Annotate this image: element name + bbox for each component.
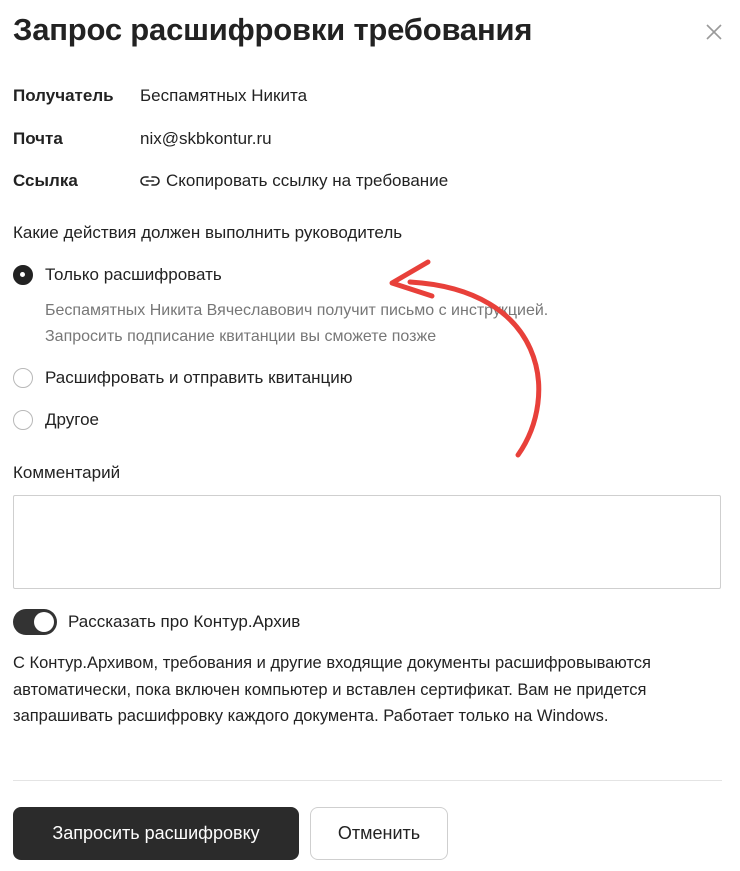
recipient-label: Получатель	[13, 86, 114, 105]
cancel-button[interactable]: Отменить	[310, 807, 448, 860]
archive-toggle-row	[13, 609, 300, 635]
archive-toggle[interactable]	[13, 609, 57, 635]
archive-description: С Контур.Архивом, требования и другие входящие документы расшифровываются автоматически, пока включен компьютер и вставлен сертификат. Вам не придется запрашивать расшифровку каждого документа. Работает только на Windows.	[13, 654, 651, 725]
recipient-value: Беспамятных Никита	[140, 86, 308, 105]
comment-textarea[interactable]	[13, 495, 721, 589]
copy-link-button[interactable]	[140, 171, 448, 191]
radio-option-label: Только расшифровать	[45, 265, 222, 284]
radio-button[interactable]	[13, 410, 33, 430]
footer-divider	[13, 780, 722, 781]
close-icon[interactable]	[700, 18, 728, 46]
link-label: Ссылка	[13, 171, 78, 190]
request-decryption-button[interactable]: Запросить расшифровку	[13, 807, 299, 860]
hint-line-1: Беспамятных Никита Вячеславович получит письмо с инструкцией.	[45, 302, 549, 319]
email-label: Почта	[13, 129, 63, 148]
radio-option-other[interactable]	[13, 410, 99, 430]
archive-toggle-label: Рассказать про Контур.Архив	[68, 612, 301, 631]
option-hint	[45, 298, 548, 350]
email-value: nix@skbkontur.ru	[140, 129, 272, 148]
comment-label: Комментарий	[13, 463, 121, 482]
radio-option-label: Расшифровать и отправить квитанцию	[45, 368, 353, 387]
actions-label: Какие действия должен выполнить руководитель	[13, 223, 403, 242]
radio-button[interactable]	[13, 368, 33, 388]
page-title: Запрос расшифровки требования	[13, 12, 533, 47]
link-icon	[140, 174, 160, 188]
radio-option-label: Другое	[45, 410, 100, 429]
copy-link-text: Скопировать ссылку на требование	[166, 171, 449, 190]
radio-button-checked[interactable]	[13, 265, 33, 285]
radio-option-decrypt-and-send[interactable]	[13, 368, 353, 388]
hint-line-2: Запросить подписание квитанции вы сможете позже	[45, 328, 437, 345]
radio-option-decrypt-only[interactable]	[13, 265, 222, 285]
